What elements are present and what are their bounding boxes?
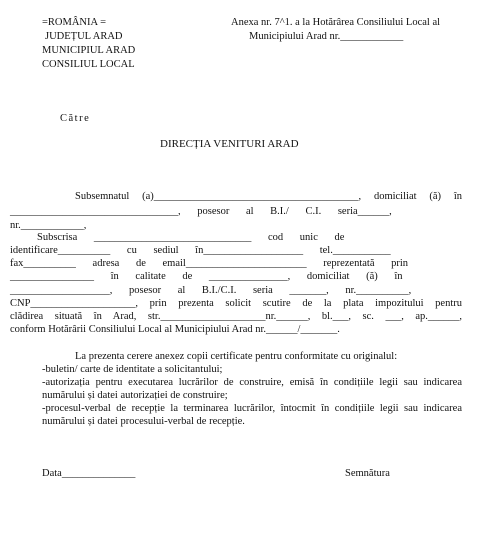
- issuer-country: =ROMÂNIA =: [42, 17, 107, 28]
- form-line-11: conform Hotărârii Consiliului Local al Municipiului Arad nr.______/_______.: [10, 324, 340, 335]
- form-line-2: ________________________________, posesor al B.I./ C.I. seria______,: [10, 206, 392, 217]
- signature-label: Semnătura: [345, 468, 390, 479]
- form-line-7: ________________ în calitate de _______________, domiciliat (ă) în: [10, 271, 403, 282]
- attachment-item: -autorizația pentru executarea lucrărilor de construire, emisă în condițiile legii sau indicarea: [42, 377, 462, 388]
- date-field: Data______________: [42, 468, 136, 479]
- recipient-title: DIRECȚIA VENITURI ARAD: [160, 138, 299, 150]
- annex-line-2: Municipiului Arad nr.____________: [249, 31, 404, 42]
- annex-line-1: Anexa nr. 7^1. a la Hotărârea Consiliului Local al: [231, 17, 441, 28]
- issuer-block: [42, 16, 135, 72]
- form-line-9: CNP____________________, prin prezenta solicit scutire de la plata impozitului pentru: [10, 298, 462, 309]
- form-line-8: ___________________, posesor al B.I./C.I. seria _______, nr.__________,: [10, 285, 412, 296]
- issuer-county: JUDEȚUL ARAD: [45, 31, 123, 42]
- annex-reference: [231, 16, 440, 44]
- attachment-item-cont: numărului și datei autorizației de construire;: [42, 390, 228, 401]
- attachment-item: -buletin/ carte de identitate a solicitantului;: [42, 364, 223, 375]
- attachments-intro: La prezenta cerere anexez copii certificate pentru conformitate cu originalul:: [75, 351, 398, 362]
- recipient-prefix: Către: [60, 113, 91, 124]
- issuer-council: CONSILIUL LOCAL: [42, 59, 135, 70]
- attachment-item-cont: numărului și datei procesului-verbal de recepție.: [42, 416, 245, 427]
- issuer-municipality: MUNICIPIUL ARAD: [42, 45, 136, 56]
- form-line-6: fax__________ adresa de email_______________________ reprezentată prin: [10, 258, 409, 269]
- attachment-item: -procesul-verbal de recepție la terminarea lucrărilor, întocmit în condițiile legii sau indicarea: [42, 403, 462, 414]
- form-line-3: nr.____________,: [10, 220, 87, 231]
- form-line-1: Subsemnatul (a)_______________________________________, domiciliat (ă) în: [75, 191, 462, 202]
- form-line-4: Subscrisa ______________________________ cod unic de: [37, 232, 345, 243]
- form-line-10: clădirea situată în Arad, str.____________________nr.______, bl.___, sc. ___, ap.______,: [10, 311, 462, 322]
- form-line-5: identificare__________ cu sediul în___________________ tel.___________: [10, 245, 391, 256]
